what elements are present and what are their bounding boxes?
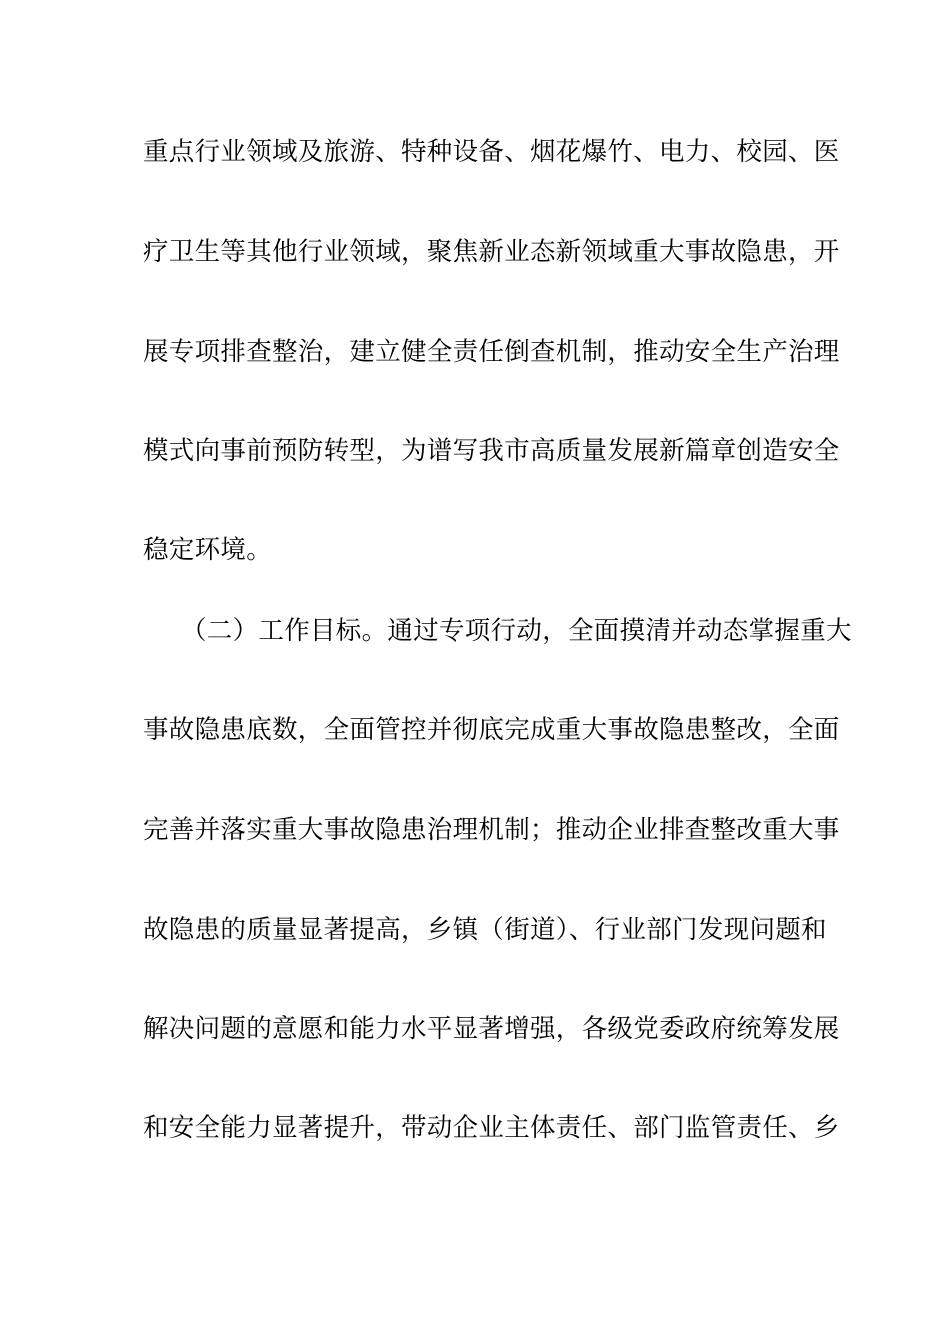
text-line: 疗卫生等其他行业领域，聚焦新业态新领域重大事故隐患，开 [143,237,840,267]
text-line: 模式向事前预防转型，为谱写我市高质量发展新篇章创造安全 [143,436,840,466]
text-line: 稳定环境。 [143,535,273,565]
section-heading-line: （二）工作目标。通过专项行动，全面摸清并动态掌握重大 [181,616,852,646]
text-line: 事故隐患底数，全面管控并彻底完成重大事故隐患整改，全面 [143,715,840,745]
text-line: 解决问题的意愿和能力水平显著增强，各级党委政府统筹发展 [143,1014,840,1044]
text-line: 完善并落实重大事故隐患治理机制；推动企业排查整改重大事 [143,815,840,845]
text-line: 和安全能力显著提升，带动企业主体责任、部门监管责任、乡 [143,1113,840,1143]
text-line: 展专项排查整治，建立健全责任倒查机制，推动安全生产治理 [143,337,840,367]
text-line: 故隐患的质量显著提高，乡镇（街道）、行业部门发现问题和 [143,915,827,945]
text-line: 重点行业领域及旅游、特种设备、烟花爆竹、电力、校园、医 [143,137,840,167]
